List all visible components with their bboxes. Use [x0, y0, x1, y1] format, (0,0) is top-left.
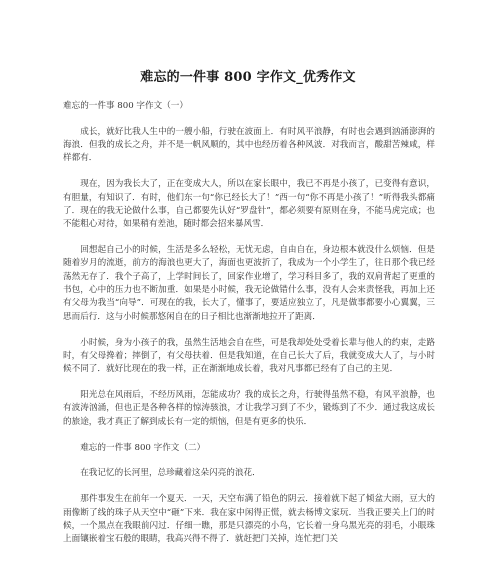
paragraph: 那件事发生在前年一个夏天．一天，天空布满了铅色的阴云．接着就下起了倾盆大雨，豆大的雨像断了线的珠子从天空中“砸”下来．我在家中闲得正慌，就去杨博文家玩．当我正要关上门的时候，一个黑点在我眼前闪过．仔细一瞧，那是只漂亮的小鸟，它长着一身乌黑光亮的羽毛，小眼珠上面镶嵌着宝石般的眼睛，我高兴得不得了．就赶把门关掉，连忙把门关	[63, 494, 435, 545]
document-title: 难忘的一件事 800 字作文_优秀作文	[140, 70, 356, 85]
section-heading-2: 难忘的一件事 800 字作文（二）	[80, 442, 206, 453]
section-heading-1: 难忘的一件事 800 字作文（一）	[63, 101, 188, 111]
document-body	[63, 100, 435, 559]
paragraph: 回想起自己小的时候，生活是多么轻松，无忧无虑，自由自在，身边根本就没什么烦恼．但是随着岁月的流逝，前方的海浪也更大了，海面也更波折了，我成为一个小学生了，往日那个我已经荡然无存了．我个子高了，上学时间长了，回家作业增了，学习科目多了，我的双肩背起了更重的书包，心中的压力也不断加重．如果是小时候，我无论做错什么事，没有人会来责怪我，再加上还有父母为我当“向导”．可现在的我，长大了，懂事了，要适应独立了，凡是做事都要小心翼翼，三思而后行．这与小时候那悠闲自在的日子相比也渐渐地拉开了距离．	[63, 245, 435, 322]
paragraph: 阳光总在风雨后，不经历风雨，怎能成功？我的成长之舟，行驶得虽然不稳，有风平浪静，也有波涛汹涌，但也正是各种各样的惊涛骇浪，才让我学习到了不少，锻炼到了不少．通过我这成长的旅途，我才真正了解到成长有一定的烦恼，但是有更多的快乐．	[63, 390, 435, 427]
paragraph: 小时候，身为小孩子的我，虽然生活地会自在些，可是我却处处受着长辈与他人的约束，走路时，有父母搀着；摔倒了，有父母扶着．但是我知道，在自己长大了后，我就变成大人了，与小时候不同了．就好比现在的我一样，正在渐渐地成长着，我对凡事都已经有了自己的主见．	[63, 337, 435, 375]
paragraph: 现在，因为我长大了，正在变成大人，所以在家长眼中，我已不再是小孩了，已变得有意识，有胆量，有知识了．有时，他们东一句“你已经长大了！”西一句“你不再是小孩了！”听得我头都痛了．现在的我无论做什么事，自己都要先认好“罗盘针”，都必须要有原则在身，不能马虎完成；也不能粗心对待，如果稍有差池，随时都会招来暴风雪．	[63, 179, 435, 230]
paragraph: 在我记忆的长河里，总珍藏着这朵闪亮的浪花．	[80, 468, 261, 479]
paragraph: 成长，就好比我人生中的一艘小船，行驶在波面上．有时风平浪静，有时也会遇到汹涌澎湃的海浪．但我的成长之舟，并不是一帆风顺的，其中也经历着各种风波．对我而言，酸甜苦辣咸，样样都有．	[63, 126, 435, 164]
